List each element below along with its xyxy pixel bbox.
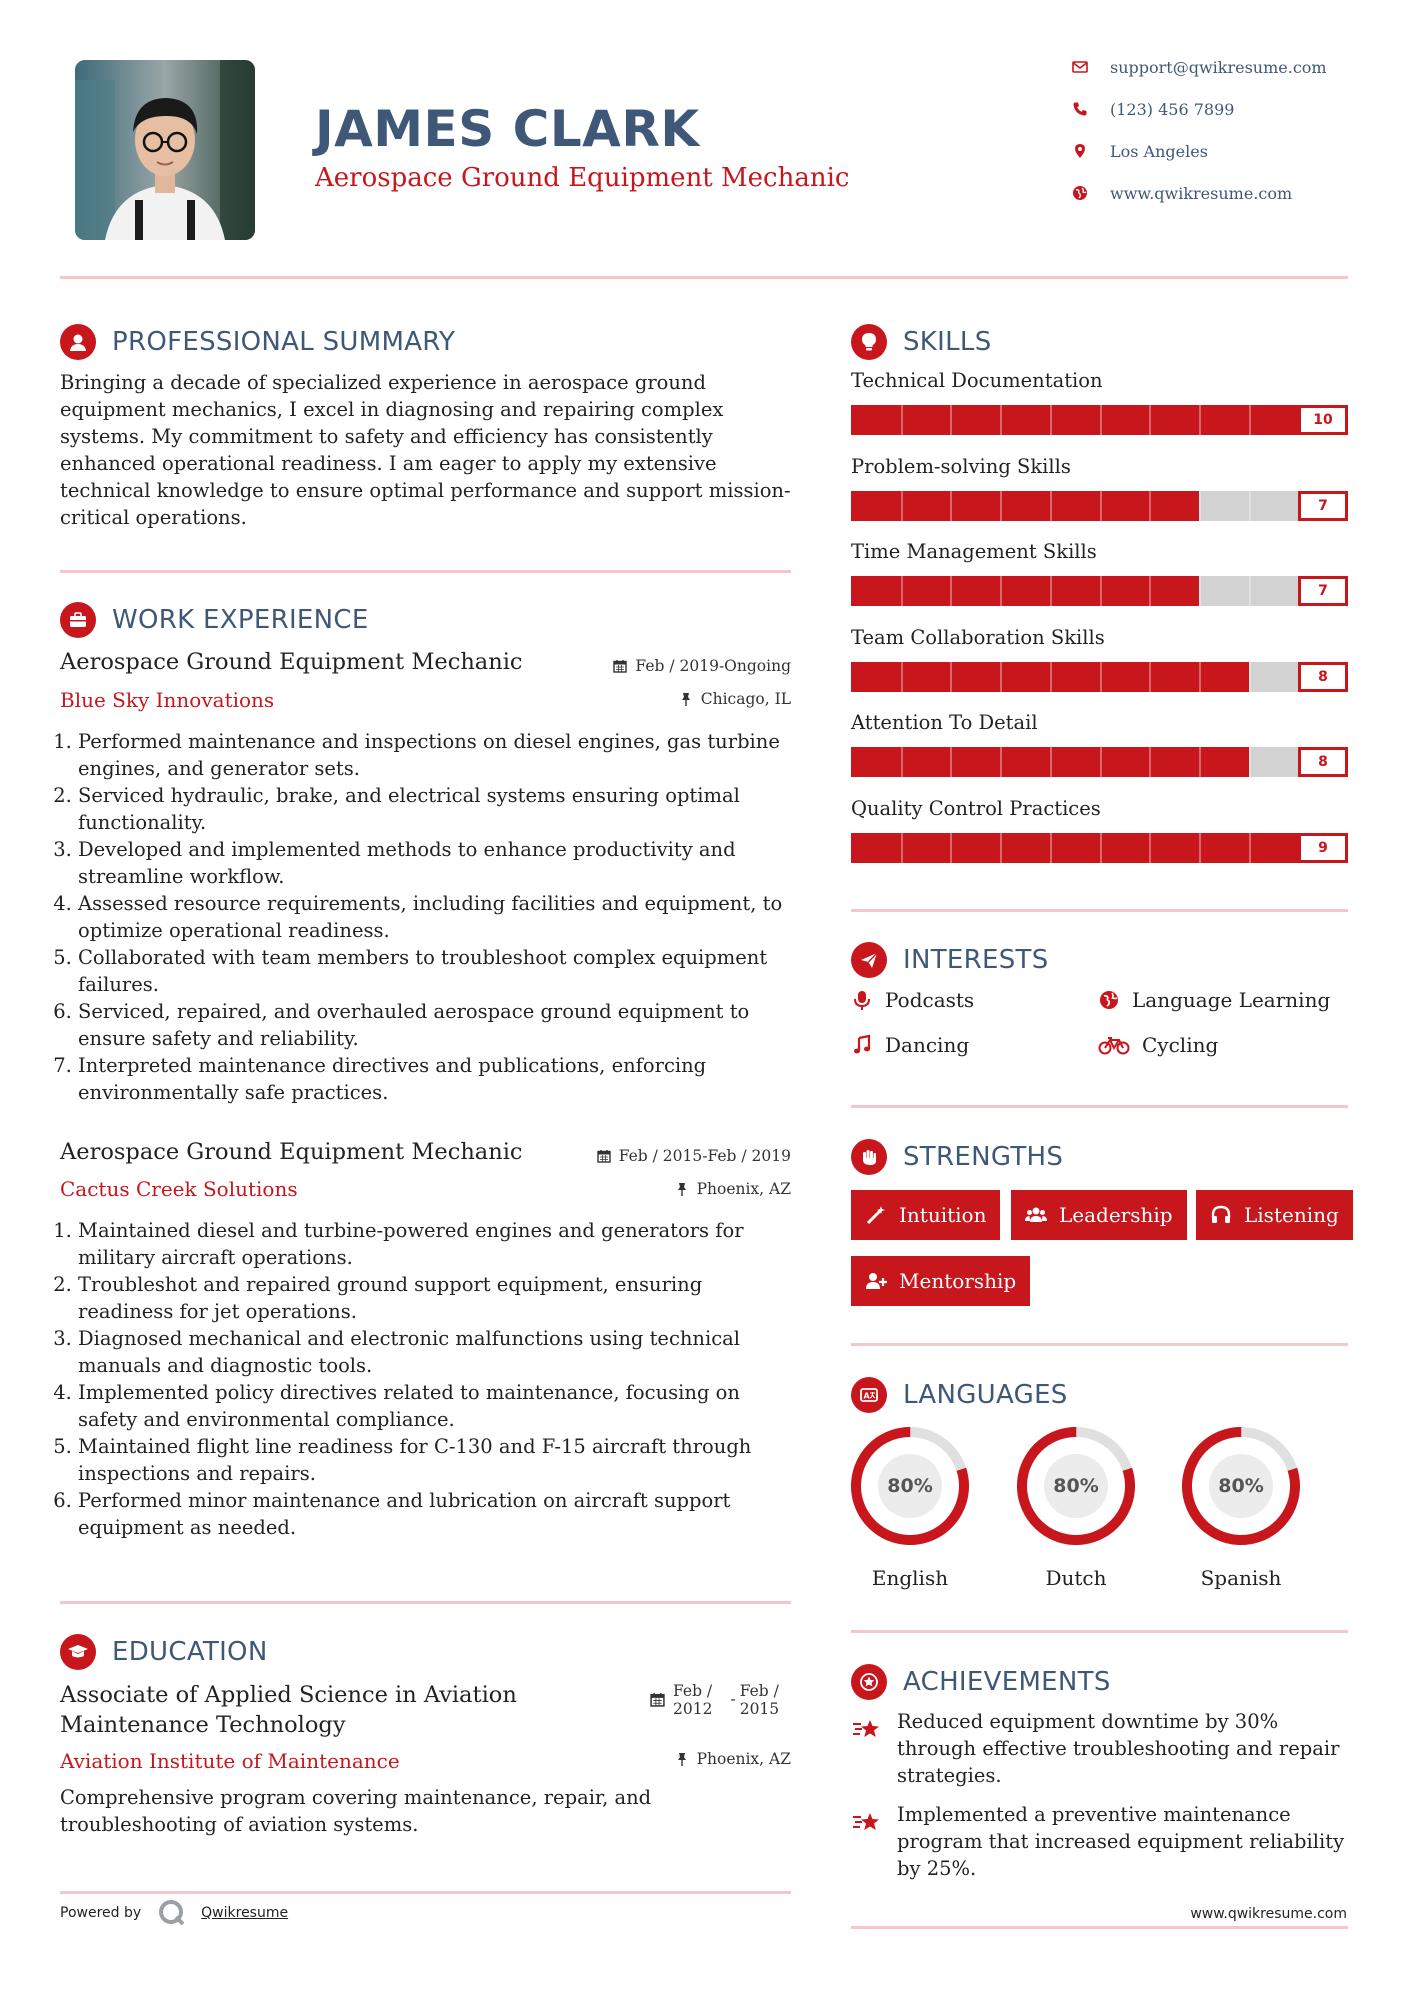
skill-bar-segment bbox=[1050, 405, 1052, 435]
skill-level-badge: 9 bbox=[1298, 833, 1348, 863]
users-icon bbox=[1025, 1204, 1047, 1226]
skill-bar-segment bbox=[901, 833, 903, 863]
skill-bar-segment bbox=[1100, 747, 1102, 777]
contact-website[interactable] bbox=[1072, 184, 1292, 203]
interests-heading-text: INTERESTS bbox=[903, 945, 1049, 975]
duty-item: 3. Developed and implemented methods to enhance productivity and streamline workflow. bbox=[78, 836, 795, 890]
education-end-month: Feb / bbox=[739, 1682, 779, 1700]
skill-bar-segment bbox=[1249, 491, 1251, 521]
summary-divider bbox=[60, 570, 791, 573]
contact-phone[interactable] bbox=[1072, 100, 1234, 119]
calendar-icon bbox=[650, 1692, 665, 1707]
skill-bar-segment bbox=[1149, 405, 1151, 435]
interest-label: Language Learning bbox=[1132, 988, 1331, 1012]
skill-label: Quality Control Practices bbox=[851, 796, 1101, 820]
strength-label: Intuition bbox=[899, 1203, 987, 1227]
education-divider bbox=[60, 1891, 791, 1894]
achievement-text: Implemented a preventive maintenance program that increased equipment reliability by 25%. bbox=[897, 1803, 1345, 1880]
achievement-item bbox=[851, 1708, 1348, 1789]
interest-cycling bbox=[1098, 1033, 1218, 1057]
skill-bar-segment bbox=[901, 576, 903, 606]
skill-level-badge: 7 bbox=[1298, 576, 1348, 606]
skill-bar-segment bbox=[1249, 405, 1251, 435]
skill-bar-segment bbox=[950, 747, 952, 777]
skills-heading bbox=[851, 324, 992, 360]
job-2-dates bbox=[597, 1147, 791, 1165]
magic-wand-icon bbox=[865, 1204, 887, 1226]
education-dates bbox=[650, 1682, 779, 1718]
strength-label: Listening bbox=[1244, 1203, 1339, 1227]
skill-level-badge: 7 bbox=[1298, 491, 1348, 521]
skill-bar bbox=[851, 405, 1348, 435]
language-name: Spanish bbox=[1200, 1566, 1282, 1590]
skill-item bbox=[851, 369, 1348, 435]
skill-bar-segment bbox=[950, 833, 952, 863]
skill-bar-segment bbox=[950, 405, 952, 435]
education-start-month: Feb / bbox=[673, 1682, 713, 1700]
paper-plane-icon bbox=[851, 942, 887, 978]
skill-item bbox=[851, 540, 1348, 606]
skill-label: Team Collaboration Skills bbox=[851, 625, 1105, 649]
pushpin-icon bbox=[679, 692, 693, 706]
skill-bar-segment bbox=[1149, 576, 1151, 606]
languages-heading bbox=[851, 1377, 1068, 1413]
header-divider bbox=[60, 276, 1348, 279]
language-item bbox=[1179, 1424, 1303, 1590]
skill-bar-segment bbox=[1000, 833, 1002, 863]
achievements-heading-text: ACHIEVEMENTS bbox=[903, 1667, 1111, 1697]
skills-divider bbox=[851, 909, 1348, 912]
interest-label: Dancing bbox=[885, 1033, 970, 1057]
duty-item: 6. Serviced, repaired, and overhauled aerospace ground equipment to ensure safety and reliability. bbox=[78, 998, 795, 1052]
globe-icon bbox=[1098, 989, 1120, 1011]
skill-bar bbox=[851, 662, 1348, 692]
headphones-icon bbox=[1210, 1204, 1232, 1226]
languages-heading-text: LANGUAGES bbox=[903, 1380, 1068, 1410]
skill-bar-segment bbox=[1050, 576, 1052, 606]
skill-bar-fill bbox=[851, 833, 1298, 863]
skill-level-badge: 8 bbox=[1298, 747, 1348, 777]
language-item bbox=[848, 1424, 972, 1590]
language-percent-label: 80% bbox=[1218, 1475, 1264, 1497]
skill-bar-segment bbox=[1149, 491, 1151, 521]
skill-bar-segment bbox=[1100, 662, 1102, 692]
skill-bar-segment bbox=[1050, 833, 1052, 863]
education-heading bbox=[60, 1634, 268, 1670]
strength-label: Mentorship bbox=[899, 1269, 1017, 1293]
bicycle-icon bbox=[1098, 1034, 1130, 1056]
experience-heading bbox=[60, 602, 369, 638]
skill-bar-segment bbox=[1000, 747, 1002, 777]
degree-line-1: Associate of Applied Science in Aviation bbox=[60, 1682, 517, 1708]
duty-item: 5. Collaborated with team members to troubleshoot complex equipment failures. bbox=[78, 944, 795, 998]
job-2-dates-text: Feb / 2015-Feb / 2019 bbox=[618, 1147, 791, 1165]
education-location bbox=[675, 1750, 791, 1768]
experience-heading-text: WORK EXPERIENCE bbox=[112, 605, 369, 635]
skill-bar-segment bbox=[1199, 833, 1201, 863]
skill-bar-segment bbox=[901, 405, 903, 435]
candidate-name: JAMES CLARK bbox=[315, 100, 700, 158]
candidate-role: Aerospace Ground Equipment Mechanic bbox=[315, 163, 850, 193]
education-start bbox=[673, 1682, 712, 1718]
contact-email[interactable] bbox=[1072, 58, 1327, 77]
shooting-star-icon bbox=[851, 1712, 883, 1744]
job-2-company: Cactus Creek Solutions bbox=[60, 1177, 298, 1201]
language-item bbox=[1014, 1424, 1138, 1590]
skill-bar-segment bbox=[1100, 491, 1102, 521]
powered-by bbox=[60, 1898, 288, 1928]
pushpin-icon bbox=[675, 1752, 689, 1766]
map-pin-icon bbox=[1072, 143, 1090, 161]
skill-bar bbox=[851, 576, 1348, 606]
job-1-duties bbox=[60, 728, 795, 1106]
envelope-icon bbox=[1072, 59, 1090, 77]
job-2-location bbox=[675, 1180, 791, 1198]
skill-label: Technical Documentation bbox=[851, 369, 1103, 392]
language-name: English bbox=[871, 1566, 949, 1590]
education-date-dash: - bbox=[730, 1690, 736, 1708]
duty-item: 7. Interpreted maintenance directives and publications, enforcing environmentally safe practices. bbox=[78, 1052, 795, 1106]
calendar-icon bbox=[613, 659, 627, 673]
degree-line-2: Maintenance Technology bbox=[60, 1712, 346, 1738]
fist-icon bbox=[851, 1139, 887, 1175]
footer-divider-right bbox=[851, 1926, 1348, 1929]
strengths-heading bbox=[851, 1139, 1063, 1175]
user-icon bbox=[60, 324, 96, 360]
interests-heading bbox=[851, 942, 1049, 978]
powered-by-text: Powered by bbox=[60, 1905, 142, 1921]
svg-text:A: A bbox=[863, 1391, 870, 1401]
strength-chip-leadership bbox=[1011, 1190, 1187, 1240]
skill-bar-segment bbox=[1149, 662, 1151, 692]
job-2-title: Aerospace Ground Equipment Mechanic bbox=[60, 1139, 523, 1165]
music-note-icon bbox=[851, 1034, 873, 1056]
skill-bar-fill bbox=[851, 491, 1199, 521]
skill-bar-segment bbox=[1199, 747, 1201, 777]
contact-location bbox=[1072, 142, 1208, 161]
languages-divider bbox=[851, 1630, 1348, 1633]
summary-text: Bringing a decade of specialized experience in aerospace ground equipment mechanics, I excel in diagnosing and repairing complex systems. My commitment to safety and efficiency has consistently enhanced operational readiness. I am eager to apply my extensive technical knowledge to ensure optimal performance and support mission-critical operations. bbox=[60, 371, 791, 529]
skill-bar-segment bbox=[1199, 662, 1201, 692]
education-start-year: 2012 bbox=[673, 1700, 713, 1718]
job-1-location bbox=[679, 690, 791, 708]
strengths-divider bbox=[851, 1343, 1348, 1346]
skill-item bbox=[851, 626, 1348, 692]
language-name: Dutch bbox=[1045, 1566, 1107, 1590]
contact-website-text: www.qwikresume.com bbox=[1110, 184, 1293, 203]
strength-chip-mentorship bbox=[851, 1256, 1030, 1306]
skill-bar-segment bbox=[1149, 747, 1151, 777]
strength-chip-listening bbox=[1196, 1190, 1353, 1240]
skill-level-badge: 10 bbox=[1298, 405, 1348, 435]
skills-heading-text: SKILLS bbox=[903, 327, 992, 357]
duty-item: 2. Troubleshot and repaired ground support equipment, ensuring readiness for jet operations. bbox=[78, 1271, 795, 1325]
duty-item: 4. Assessed resource requirements, including facilities and equipment, to optimize operational readiness. bbox=[78, 890, 795, 944]
skill-bar-fill bbox=[851, 576, 1199, 606]
duty-item: 5. Maintained flight line readiness for C-130 and F-15 aircraft through inspections and repairs. bbox=[78, 1433, 795, 1487]
language-ring bbox=[848, 1424, 972, 1548]
job-1-title: Aerospace Ground Equipment Mechanic bbox=[60, 649, 523, 675]
skill-label: Problem-solving Skills bbox=[851, 454, 1071, 478]
skill-bar bbox=[851, 747, 1348, 777]
briefcase-icon bbox=[60, 602, 96, 638]
job-1-location-text: Chicago, IL bbox=[700, 690, 791, 708]
skill-bar-segment bbox=[1249, 662, 1251, 692]
contact-location-text: Los Angeles bbox=[1110, 142, 1208, 161]
education-location-text: Phoenix, AZ bbox=[696, 1750, 791, 1768]
education-heading-text: EDUCATION bbox=[112, 1637, 268, 1667]
skill-bar-segment bbox=[1000, 491, 1002, 521]
powered-by-brand-link[interactable]: Qwikresume bbox=[201, 1905, 289, 1921]
star-badge-icon bbox=[851, 1664, 887, 1700]
skill-bar-segment bbox=[1249, 576, 1251, 606]
lightbulb-icon bbox=[851, 324, 887, 360]
skill-level-badge: 8 bbox=[1298, 662, 1348, 692]
globe-icon bbox=[1072, 185, 1090, 203]
job-1-dates bbox=[613, 657, 791, 675]
achievement-item bbox=[851, 1801, 1348, 1882]
strength-chip-intuition bbox=[851, 1190, 1000, 1240]
education-school: Aviation Institute of Maintenance bbox=[60, 1749, 400, 1773]
profile-photo bbox=[75, 60, 255, 240]
calendar-icon bbox=[597, 1149, 611, 1163]
strengths-heading-text: STRENGTHS bbox=[903, 1142, 1064, 1172]
summary-heading-text: PROFESSIONAL SUMMARY bbox=[112, 327, 456, 357]
skill-label: Attention To Detail bbox=[851, 711, 1038, 734]
skill-bar-segment bbox=[1050, 747, 1052, 777]
language-percent-label: 80% bbox=[887, 1475, 933, 1497]
contact-email-text: support@qwikresume.com bbox=[1110, 58, 1327, 77]
duty-item: 1. Performed maintenance and inspections on diesel engines, gas turbine engines, and generator sets. bbox=[78, 728, 795, 782]
skill-bar-segment bbox=[1000, 405, 1002, 435]
skill-label: Time Management Skills bbox=[851, 540, 1097, 563]
duty-item: 2. Serviced hydraulic, brake, and electrical systems ensuring optimal functionality. bbox=[78, 782, 795, 836]
skill-bar-segment bbox=[1000, 662, 1002, 692]
job-2-location-text: Phoenix, AZ bbox=[696, 1180, 791, 1198]
skill-item bbox=[851, 797, 1348, 863]
skill-bar bbox=[851, 833, 1348, 863]
languages-row bbox=[848, 1424, 1348, 1594]
skill-bar-segment bbox=[1100, 405, 1102, 435]
skill-bar-segment bbox=[1100, 576, 1102, 606]
microphone-icon bbox=[851, 989, 873, 1011]
strength-label: Leadership bbox=[1059, 1203, 1173, 1227]
duty-item: 4. Implemented policy directives related to maintenance, focusing on safety and environmental compliance. bbox=[78, 1379, 795, 1433]
language-ring bbox=[1179, 1424, 1303, 1548]
skill-bar-segment bbox=[1000, 576, 1002, 606]
education-description: Comprehensive program covering maintenance, repair, and troubleshooting of aviation systems. bbox=[60, 1786, 652, 1836]
interest-podcasts bbox=[851, 988, 974, 1012]
skill-bar-segment bbox=[1199, 576, 1201, 606]
experience-divider bbox=[60, 1601, 791, 1604]
skill-bar-segment bbox=[1199, 491, 1201, 521]
skill-bar-segment bbox=[1199, 405, 1201, 435]
skill-bar-segment bbox=[1050, 662, 1052, 692]
language-ring bbox=[1014, 1424, 1138, 1548]
duty-item: 6. Performed minor maintenance and lubrication on aircraft support equipment as needed. bbox=[78, 1487, 795, 1541]
interest-label: Podcasts bbox=[885, 988, 975, 1012]
achievement-text: Reduced equipment downtime by 30% through effective troubleshooting and repair strategies. bbox=[897, 1710, 1340, 1787]
skill-bar-segment bbox=[1149, 833, 1151, 863]
skill-item bbox=[851, 711, 1348, 777]
education-degree bbox=[60, 1680, 517, 1740]
contact-phone-text: (123) 456 7899 bbox=[1110, 100, 1235, 119]
skill-item bbox=[851, 455, 1348, 521]
user-plus-icon bbox=[865, 1270, 887, 1292]
skill-bar-segment bbox=[950, 576, 952, 606]
graduation-cap-icon bbox=[60, 1634, 96, 1670]
interests-divider bbox=[851, 1105, 1348, 1108]
translate-icon bbox=[851, 1377, 887, 1413]
phone-icon bbox=[1072, 101, 1090, 119]
interest-language-learning bbox=[1098, 988, 1330, 1012]
education-end-year: 2015 bbox=[739, 1700, 780, 1718]
achievements-heading bbox=[851, 1664, 1111, 1700]
skill-bar-segment bbox=[950, 662, 952, 692]
job-1-dates-text: Feb / 2019-Ongoing bbox=[635, 657, 791, 675]
job-2-duties bbox=[60, 1217, 795, 1541]
job-1-company: Blue Sky Innovations bbox=[60, 688, 275, 712]
duty-item: 3. Diagnosed mechanical and electronic malfunctions using technical manuals and diagnostic tools. bbox=[78, 1325, 795, 1379]
qwikresume-logo-icon bbox=[157, 1898, 187, 1928]
skill-bar-segment bbox=[1100, 833, 1102, 863]
interest-label: Cycling bbox=[1142, 1033, 1219, 1057]
skill-bar-segment bbox=[901, 747, 903, 777]
skill-bar bbox=[851, 491, 1348, 521]
shooting-star-icon bbox=[851, 1805, 883, 1837]
skill-bar-segment bbox=[901, 491, 903, 521]
language-percent-label: 80% bbox=[1053, 1475, 1099, 1497]
skill-bar-segment bbox=[901, 662, 903, 692]
duty-item: 1. Maintained diesel and turbine-powered engines and generators for military aircraft operations. bbox=[78, 1217, 795, 1271]
summary-heading bbox=[60, 324, 455, 360]
skill-bar-segment bbox=[1249, 833, 1251, 863]
skill-bar-segment bbox=[1249, 747, 1251, 777]
education-end bbox=[740, 1682, 779, 1718]
skill-bar-segment bbox=[1050, 491, 1052, 521]
pushpin-icon bbox=[675, 1182, 689, 1196]
skill-bar-segment bbox=[950, 491, 952, 521]
footer-website-link[interactable]: www.qwikresume.com bbox=[1190, 1906, 1347, 1922]
interest-dancing bbox=[851, 1033, 969, 1057]
